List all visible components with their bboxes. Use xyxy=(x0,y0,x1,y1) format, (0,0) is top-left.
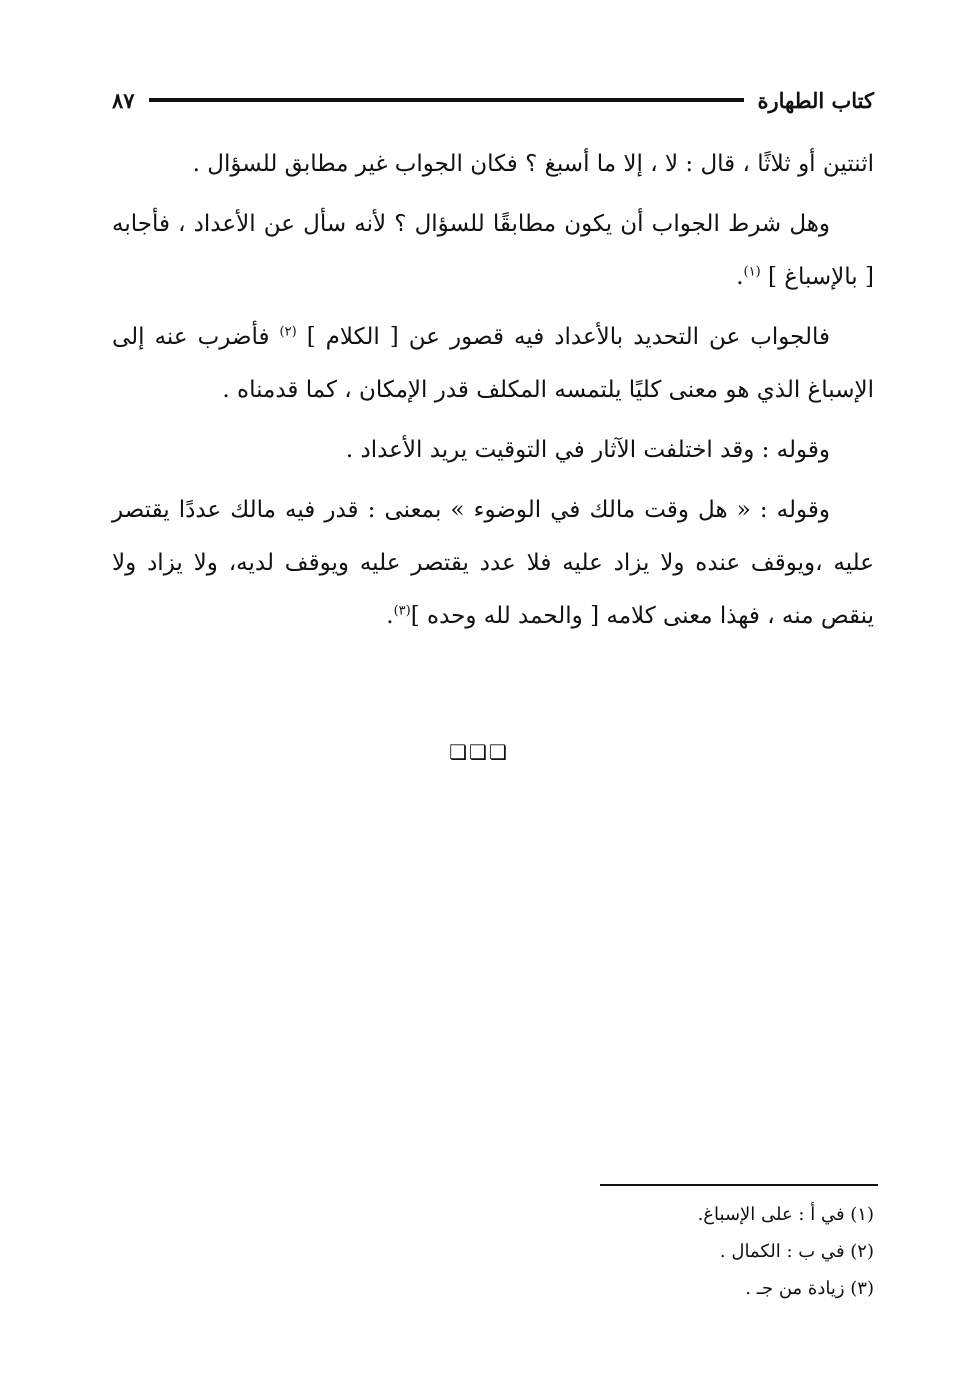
footnote-ref-2: (٢) xyxy=(279,324,297,340)
footnote-1: (١) في أ : على الإسباغ. xyxy=(697,1204,874,1225)
footnote-separator xyxy=(600,1184,878,1186)
footnote-ref-3: (٣) xyxy=(393,603,411,619)
main-text xyxy=(112,138,874,650)
paragraph-1: اثنتين أو ثلاثًا ، قال : لا ، إلا ما أسبغ ؟ فكان الجواب غير مطابق للسؤال . xyxy=(192,151,874,177)
paragraph-5 xyxy=(112,484,874,643)
paragraph-4: وقوله : وقد اختلفت الآثار في التوقيت يريد الأعداد . xyxy=(345,437,830,463)
paragraph-2-text: وهل شرط الجواب أن يكون مطابقًا للسؤال ؟ لأنه سأل عن الأعداد ، فأجابه [ بالإسباغ ] xyxy=(112,211,874,290)
paragraph-5-end: . xyxy=(386,603,394,629)
paragraph-2 xyxy=(112,198,874,304)
footnotes xyxy=(374,1196,874,1307)
paragraph-3 xyxy=(112,311,874,417)
footnote-3: (٣) زيادة من جـ . xyxy=(745,1278,874,1299)
paragraph-2-end: . xyxy=(736,264,744,290)
footnote-ref-1: (١) xyxy=(743,264,761,280)
paragraph-3-text-b: فأضرب عنه إلى الإسباغ الذي هو معنى كليًا يلتمسه المكلف قدر الإمكان ، كما قدمناه . xyxy=(112,324,874,403)
page-number: ٨٧ xyxy=(112,87,135,113)
running-header xyxy=(112,80,874,120)
footnote-2: (٢) في ب : الكمال . xyxy=(719,1241,874,1262)
section-end-ornament: ❏❏❏ xyxy=(449,740,509,764)
paragraph-3-text-a: فالجواب عن التحديد بالأعداد فيه قصور عن [ الكلام ] xyxy=(306,324,831,350)
book-title: كتاب الطهارة xyxy=(757,87,874,113)
header-rule xyxy=(149,98,744,102)
paragraph-5-text: وقوله : « هل وقت مالك في الوضوء » بمعنى : قدر فيه مالك عددًا يقتصر عليه ،ويوقف عنده ولا يزاد عليه فلا عدد يقتصر عليه ويوقف لديه، ولا يزاد ولا ينقص منه ، فهذا معنى كلامه [ والحمد لله وحده ] xyxy=(112,497,874,629)
